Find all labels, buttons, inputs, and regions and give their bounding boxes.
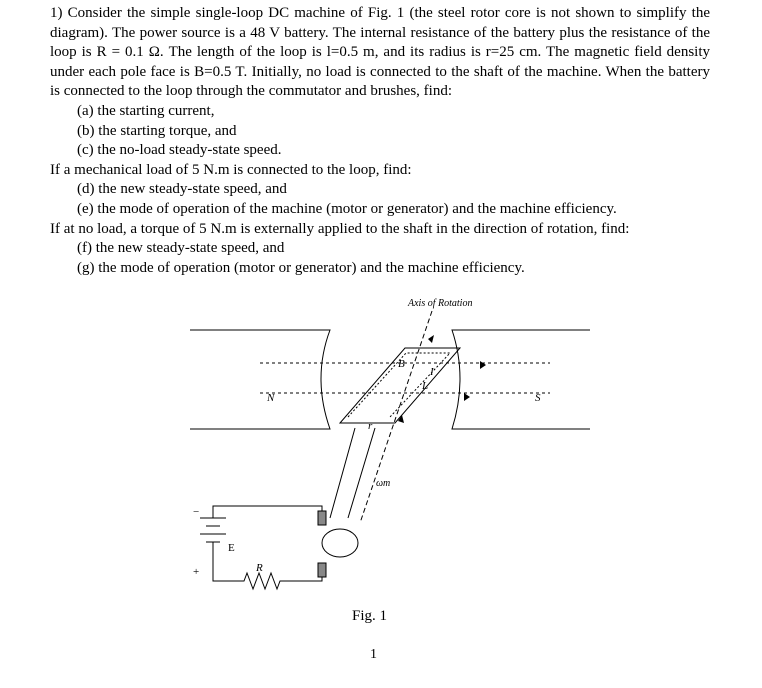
l-label: L	[422, 380, 429, 392]
plus-label: +	[193, 566, 200, 578]
pole-n-label: N	[267, 392, 275, 404]
figure-caption: Fig. 1	[352, 608, 388, 624]
r-resistor-label: R	[256, 562, 263, 574]
part-d: (d) the new steady-state speed, and	[77, 181, 287, 198]
part-a: (a) the starting current,	[77, 102, 215, 119]
pole-s-label: S	[535, 392, 541, 404]
commutator	[322, 529, 358, 557]
omega-label: ωm	[376, 478, 391, 489]
dc-machine-figure	[190, 293, 590, 613]
brush-bottom	[318, 563, 326, 577]
rotation-axis	[360, 311, 432, 523]
load-intro: If a mechanical load of 5 N.m is connected to the loop, find:	[50, 161, 412, 178]
wire-top	[213, 506, 322, 518]
i-label: I	[430, 366, 434, 378]
b-label: B	[398, 358, 405, 370]
e-label: E	[228, 542, 235, 554]
part-c: (c) the no-load steady-state speed.	[77, 142, 282, 159]
part-g: (g) the mode of operation (motor or generator) and the machine efficiency.	[77, 259, 525, 276]
r-label: r	[368, 420, 373, 432]
north-pole	[190, 330, 330, 429]
minus-label: −	[193, 506, 200, 518]
axis-label: Axis of Rotation	[408, 298, 473, 309]
rotor-shaft	[330, 428, 375, 518]
part-e: (e) the mode of operation of the machine (motor or generator) and the machine efficiency.	[77, 200, 617, 217]
south-pole	[452, 330, 590, 429]
page-number: 1	[370, 647, 377, 662]
torque-intro: If at no load, a torque of 5 N.m is externally applied to the shaft in the direction of rotation, find:	[50, 220, 630, 237]
part-b: (b) the starting torque, and	[77, 122, 237, 139]
problem-intro: 1) Consider the simple single-loop DC machine of Fig. 1 (the steel rotor core is not shown to simplify the diagram). The power source is a 48 V battery. The internal resistance of the battery plus the resistance of the loop is R = 0.1 Ω. The length of the loop is l=0.5 m, and its radius is r=25 cm. The magnetic field density under each pole face is B=0.5 T. Initially, no load is connected to the shaft of the machine. When the battery is connected to the loop through the commutator and brushes, find:	[50, 5, 710, 100]
part-f: (f) the new steady-state speed, and	[77, 240, 285, 257]
brush-top	[318, 511, 326, 525]
flux-lines	[260, 363, 550, 393]
problem-text	[50, 4, 710, 278]
